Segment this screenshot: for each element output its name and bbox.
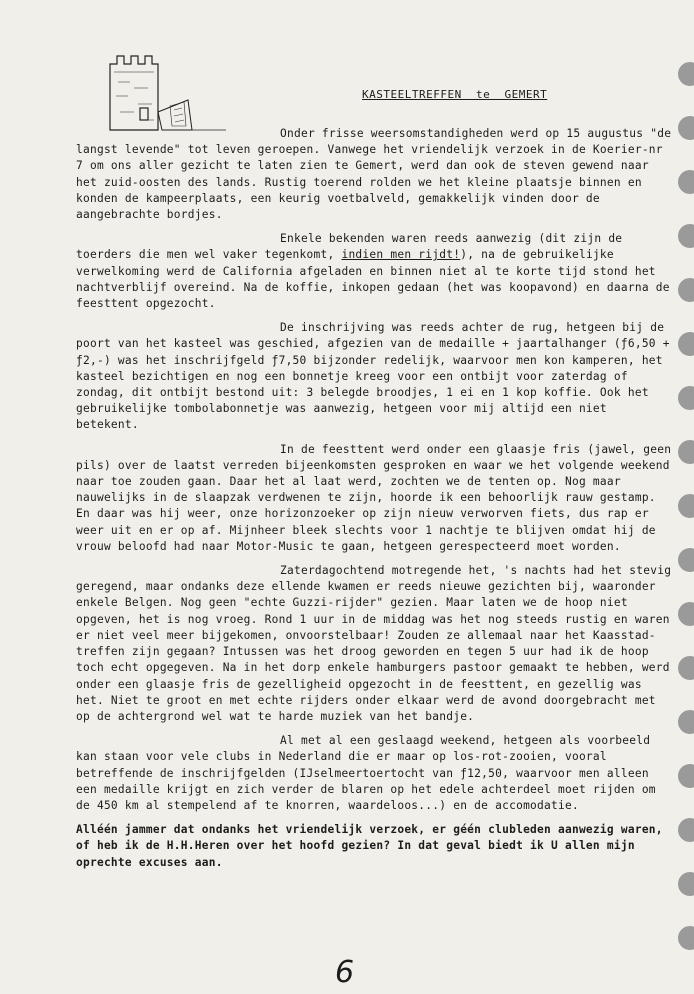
- punch-hole: [678, 278, 694, 302]
- punch-hole: [678, 440, 694, 464]
- paragraph: Zaterdagochtend motregende het, 's nachts had het stevig geregend, maar ondanks deze ellende kwamen er reeds nieuwe gezichten bij, waaronder enkele Belgen. Nog geen "echte Guzzi-rijder" gezien. Maar laten we de hoop niet opgeven, het is nog vroeg. Rond 1 uur in de middag was het nog steeds rustig en waren er niet veel meer bijgekomen, onvoorstelbaar! Zouden ze allemaal naar het Kaasstad-treffen zijn gegaan? Intussen was het droog geworden en tegen 5 uur had ik de hoop toch echt opgegeven. Na in het dorp enkele hamburgers pastoor gemaakt te hebben, werd onder een glaasje fris de gezelligheid opgezocht in de feesttent, en gezellig was het. Niet te groot en met echte rijders onder elkaar werd de avond doorgebracht met op de achtergrond wel wat te harde muziek van het bandje.: [76, 564, 672, 723]
- punch-hole: [678, 116, 694, 140]
- paragraph: De inschrijving was reeds achter de rug, hetgeen bij de poort van het kasteel was geschied, afgezien van de medaille + jaartalhanger (ƒ6,50 + ƒ2,-) was het inschrijfgeld ƒ7,50 bijzonder redelijk, waarvoor men kon kamperen, het kasteel bezichtigen en nog een bonnetje kreeg voor een ontbijt voor zaterdag of zondag, dit ontbijt bestond uit: 3 belegde broodjes, 1 ei en 1 kop koffie. Ook het gebruikelijke tombolabonnetje was aanwezig, hetgeen voor mij altijd een niet betekent.: [76, 321, 670, 432]
- punch-hole: [678, 170, 694, 194]
- punch-hole: [678, 494, 694, 518]
- punch-hole: [678, 62, 694, 86]
- document-title: KASTEELTREFFEN te GEMERT: [362, 88, 548, 101]
- punch-hole: [678, 656, 694, 680]
- punch-hole: [678, 818, 694, 842]
- paragraph: In de feesttent werd onder een glaasje fris (jawel, geen pils) over de laatst verreden bijeenkomsten gesproken en waar we het volgende weekend naar toe zouden gaan. Daar het al laat werd, zochten we de tenten op. Nog maar nauwelijks in de slaapzak verdwenen te zijn, hoorde ik een behoorlijk rauw gestamp. En daar was hij weer, onze horizonzoeker op zijn nieuw verworven fiets, dus rap er weer uit en er op af. Mijnheer bleek slechts voor 1 nachtje te blijven omdat hij de vrouw beloofd had naar Motor-Music te gaan, hetgeen gerespecteerd moet worden.: [76, 442, 672, 553]
- document-body: [76, 126, 676, 879]
- punch-hole: [678, 764, 694, 788]
- underlined-phrase: indien men rijdt!: [341, 248, 461, 262]
- paragraph: Al met al een geslaagd weekend, hetgeen als voorbeeld kan staan voor vele clubs in Nederland die er maar op los-rot-zooien, vooral betreffende de inschrijfgelden (IJselmeertoertocht van ƒ12,50, waarvoor men alleen een medaille krijgt en zich verder de blaren op het edele achterdeel moet rijden om de 450 km al stempelend af te knorren, waardeloos...) en de accomodatie.: [76, 734, 656, 812]
- punch-hole: [678, 332, 694, 356]
- punch-hole: [678, 926, 694, 950]
- castle-tower-drawing: [100, 52, 230, 132]
- page-number: 6: [335, 955, 355, 990]
- punch-hole: [678, 224, 694, 248]
- punch-hole: [678, 548, 694, 572]
- punch-hole: [678, 710, 694, 734]
- paragraph: Enkele bekenden waren reeds aanwezig (dit zijn de toerders die men wel vaker tegenkomt, indien men rijdt!), na de gebruikelijke verwelkoming werd de California afgeladen en binnen niet al te korte tijd stond het nachtverblijf overeind. Na de koffie, inkopen gedaan (het was koopavond) en daarna de feesttent opgezocht.: [76, 232, 670, 311]
- punch-hole: [678, 386, 694, 410]
- paragraph: Onder frisse weersomstandigheden werd op 15 augustus "de langst levende" tot leven geroepen. Vanwege het vriendelijk verzoek in de Koerier-nr 7 om ons aller gezicht te laten zien te Gemert, werd dan ook de steven gewend naar het zuid-oosten des lands. Rustig toerend rolden we het kleine plaatsje binnen en konden de kampeerplaats, een keurig voetbalveld, gemakkelijk vinden door de aangebrachte bordjes.: [76, 127, 672, 222]
- punch-hole: [678, 872, 694, 896]
- closing-paragraph: Alléén jammer dat ondanks het vriendelijk verzoek, er géén clubleden aanwezig waren, of heb ik de H.H.Heren over het hoofd gezien? In dat geval biedt ik U allen mijn oprechte excuses aan.: [76, 823, 663, 869]
- punch-hole: [678, 602, 694, 626]
